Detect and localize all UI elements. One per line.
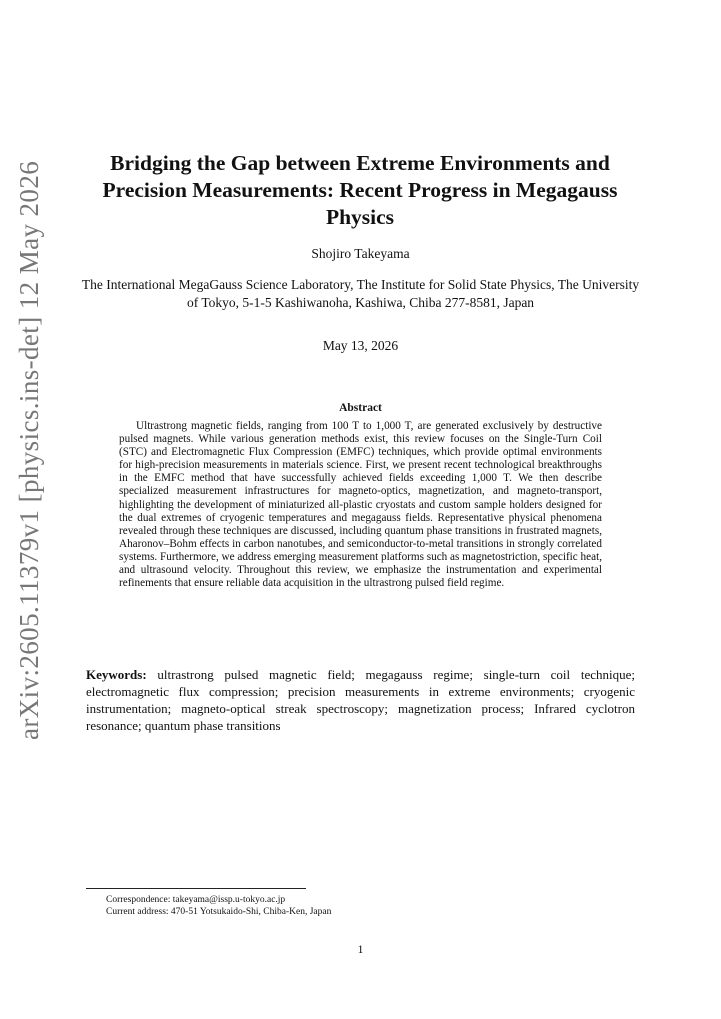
footnote-rule <box>86 888 306 889</box>
paper-date: May 13, 2026 <box>322 338 399 353</box>
keywords-text: ultrastrong pulsed magnetic field; megagauss regime; single-turn coil technique; electromagnetic flux compression; precision measurements in extreme environments; cryogenic instrumentation; magneto-optical streak spectroscopy; magnetization process; Infrared cyclotron resonance; quantum phase transitions <box>86 667 635 733</box>
author-affiliation: The International MegaGauss Science Laboratory, The Institute for Solid State Physics, The University of Tokyo, 5-1-5 Kashiwanoha, Kashiwa, Chiba 277-8581, Japan <box>81 277 640 310</box>
arxiv-identifier: arXiv:2605.11379v1 [physics.ins-det] 12 May 2026 <box>14 160 44 740</box>
page-number: 1 <box>357 942 364 956</box>
keywords-label: Keywords: <box>86 667 147 682</box>
author-name: Shojiro Takeyama <box>311 246 410 261</box>
footnote-current-address: Current address: 470-51 Yotsukaido-Shi, Chiba-Ken, Japan <box>106 907 332 917</box>
keywords-section <box>86 666 635 734</box>
footnote-correspondence: Correspondence: takeyama@issp.u-tokyo.ac.jp <box>106 895 286 905</box>
abstract-heading: Abstract <box>339 402 382 414</box>
paper-title: Bridging the Gap between Extreme Environments and Precision Measurements: Recent Progress in Megagauss Physics <box>102 151 618 229</box>
abstract-text: Ultrastrong magnetic fields, ranging from 100 T to 1,000 T, are generated exclusively by destructive pulsed magnets. While various generation methods exist, this review focuses on the Single-Turn Coil (STC) and Electromagnetic Flux Compression (EMFC) techniques, which provide optimal environments for high-precision measurements in materials science. First, we present recent technological breakthroughs in the EMFC method that have successfully achieved fields exceeding 1,000 T. We then describe specialized measurement infrastructures for magneto-optics, magnetization, and magneto-transport, highlighting the development of miniaturized all-plastic cryostats and custom sample holders designed for the dual extremes of cryogenic temperatures and megagauss fields. Representative physical phenomena revealed through these techniques are discussed, including quantum phase transitions in frustrated magnets, Aharonov–Bohm effects in carbon nanotubes, and semiconductor-to-metal transitions in strongly correlated systems. Furthermore, we address emerging measurement platforms such as magnetostriction, specific heat, and ultrasound velocity. Throughout this review, we emphasize the instrumentation and experimental refinements that ensure reliable data acquisition in the ultrastrong pulsed field regime. <box>119 420 602 590</box>
